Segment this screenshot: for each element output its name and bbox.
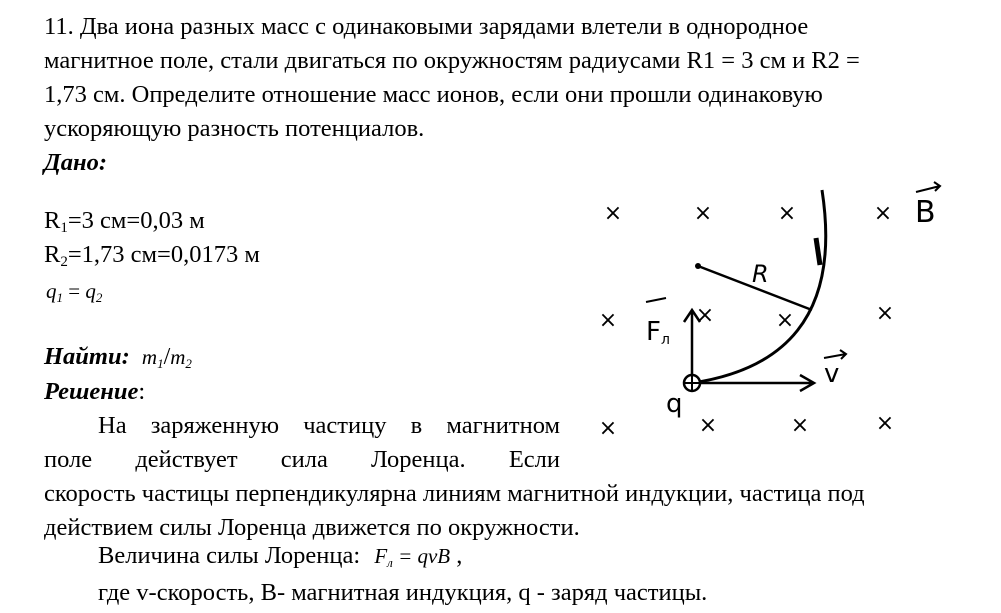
given-heading: Дано: bbox=[44, 149, 107, 176]
m2-symbol: m bbox=[170, 345, 186, 369]
label-q: q bbox=[666, 389, 683, 419]
force-arrow bbox=[684, 310, 700, 375]
q2-subscript: 2 bbox=[95, 290, 103, 305]
B-vector-arrow bbox=[916, 182, 940, 192]
find-row bbox=[44, 342, 192, 372]
q-equals: = bbox=[63, 279, 86, 303]
field-cross: × bbox=[603, 201, 623, 226]
solution-p1-line3: скорость частицы перпендикулярна линиям магнитной индукции, частица под bbox=[44, 480, 865, 507]
trajectory-thick-segment bbox=[816, 238, 820, 265]
problem-line-1: 11. Два иона разных масс с одинаковыми зарядами влетели в однородное bbox=[44, 13, 809, 40]
field-cross: × bbox=[873, 201, 893, 226]
problem-line-3: 1,73 см. Определите отношение масс ионов, если они прошли одинаковую bbox=[44, 81, 823, 108]
force-F: F bbox=[374, 544, 388, 568]
field-cross: × bbox=[775, 308, 795, 333]
given-charges bbox=[46, 276, 102, 306]
label-v: v bbox=[824, 359, 840, 389]
given-r1 bbox=[44, 206, 205, 236]
field-cross: × bbox=[875, 411, 895, 436]
solution-p1-line2: поле действует сила Лоренца. Если bbox=[44, 446, 560, 473]
r1-value: =3 см=0,03 м bbox=[67, 207, 205, 234]
q1-symbol: q bbox=[46, 279, 57, 303]
m2-subscript: 2 bbox=[185, 356, 192, 371]
r1-subscript: 1 bbox=[60, 220, 68, 236]
problem-line-2: магнитное поле, стали двигаться по окружностям радиусами R1 = 3 см и R2 = bbox=[44, 47, 860, 74]
force-formula bbox=[374, 544, 450, 568]
field-cross: × bbox=[695, 303, 715, 328]
force-subscript: л bbox=[387, 555, 393, 570]
q1-subscript: 1 bbox=[56, 290, 63, 305]
solution-p1-line4: действием силы Лоренца движется по окружности. bbox=[44, 514, 580, 541]
solution-p1-line1: На заряженную частицу в магнитном bbox=[98, 412, 560, 439]
field-cross: × bbox=[777, 201, 797, 226]
label-F: Fл bbox=[646, 317, 670, 348]
given-r2 bbox=[44, 240, 260, 270]
magnetic-field-diagram bbox=[580, 170, 980, 440]
force-text: Величина силы Лоренца: bbox=[98, 542, 361, 569]
field-cross: × bbox=[790, 413, 810, 438]
v-vector-arrow bbox=[824, 350, 846, 359]
field-cross: × bbox=[875, 301, 895, 326]
force-row bbox=[98, 541, 462, 571]
find-expression bbox=[142, 345, 192, 369]
field-cross: × bbox=[598, 308, 618, 333]
find-heading: Найти: bbox=[44, 343, 130, 370]
q2-symbol: q bbox=[85, 279, 96, 303]
field-cross: × bbox=[693, 201, 713, 226]
r1-symbol: R bbox=[44, 207, 61, 234]
label-B: B bbox=[915, 195, 936, 230]
problem-line-4: ускоряющую разность потенциалов. bbox=[44, 115, 425, 142]
m1-subscript: 1 bbox=[157, 356, 164, 371]
force-tail: , bbox=[450, 542, 463, 569]
find-slash: / bbox=[163, 344, 171, 370]
r2-value: =1,73 см=0,0173 м bbox=[67, 241, 260, 268]
r2-symbol: R bbox=[44, 241, 61, 268]
solution-heading: Решение bbox=[44, 378, 139, 405]
F-vector-bar bbox=[646, 298, 666, 302]
field-cross: × bbox=[698, 413, 718, 438]
where-line: где v-скорость, B- магнитная индукция, q - заряд частицы. bbox=[98, 579, 708, 606]
solution-heading-row bbox=[44, 377, 145, 407]
force-rhs: = qvB bbox=[392, 544, 451, 568]
label-R: R bbox=[752, 260, 769, 288]
r2-subscript: 2 bbox=[60, 254, 68, 270]
m1-symbol: m bbox=[141, 345, 158, 369]
field-cross: × bbox=[598, 416, 618, 440]
solution-colon: : bbox=[138, 378, 146, 405]
